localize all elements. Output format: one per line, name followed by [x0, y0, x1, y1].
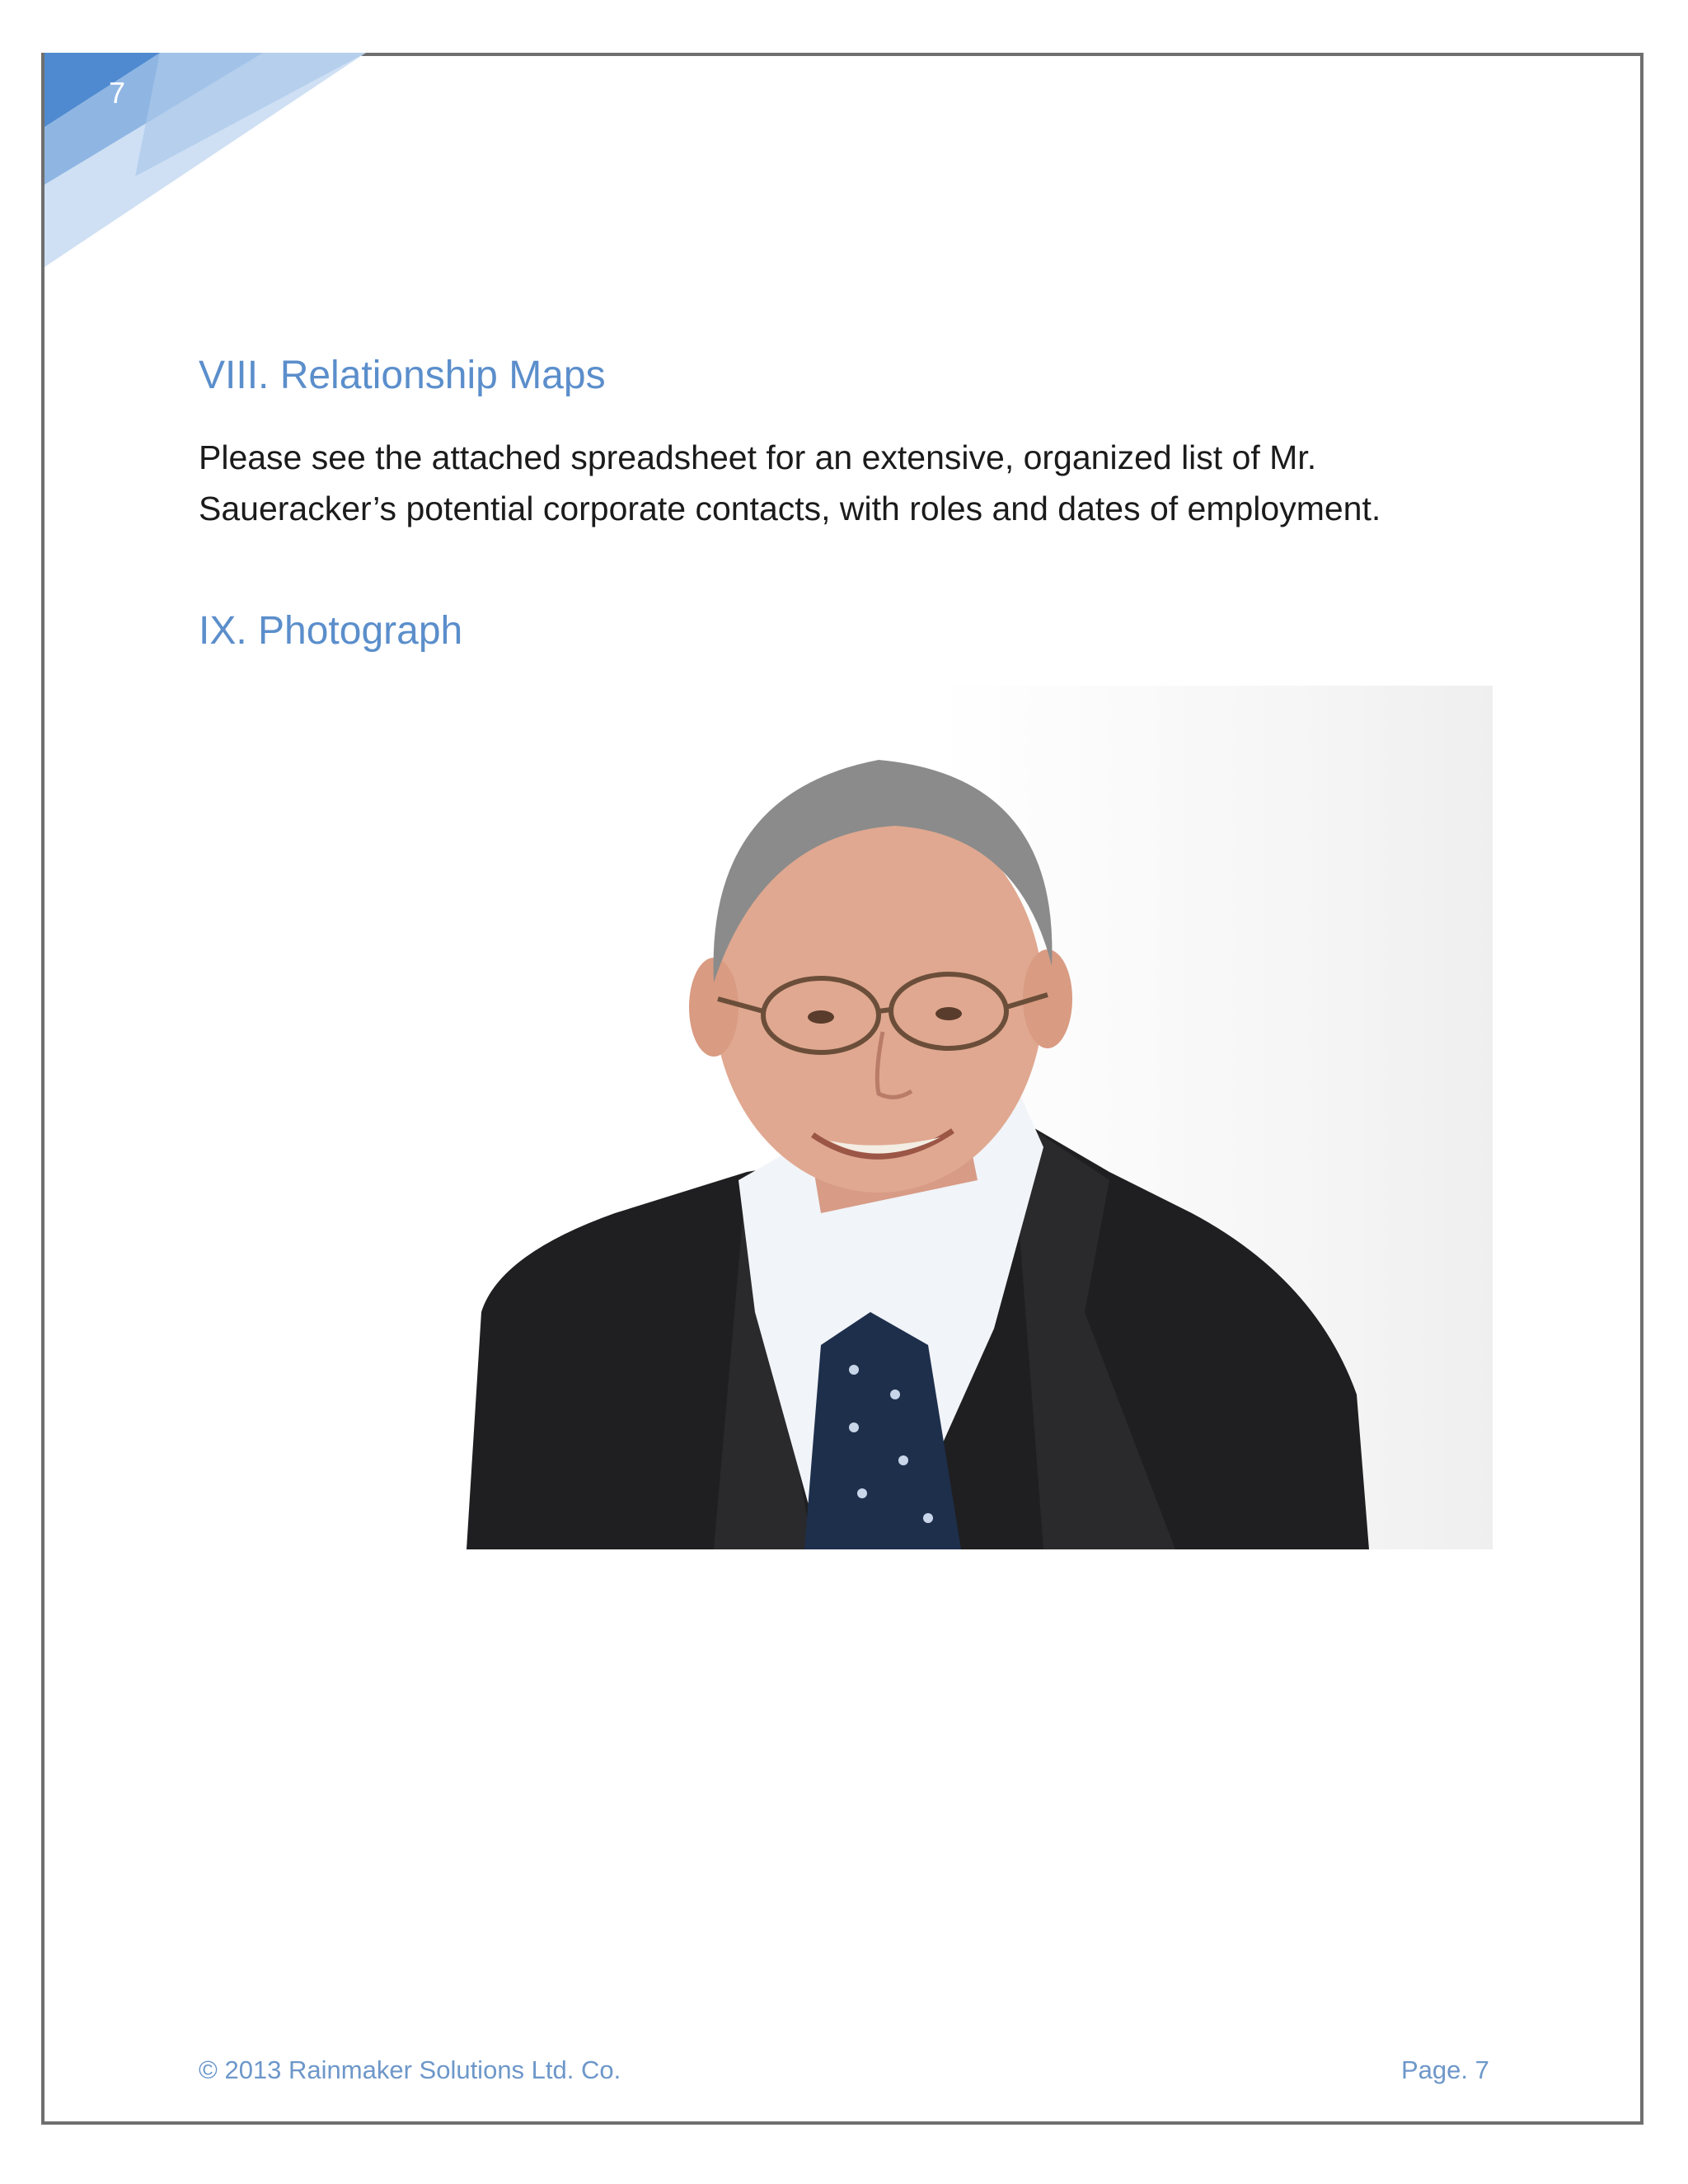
section-heading-photograph: IX. Photograph: [199, 609, 463, 653]
relationship-maps-paragraph: [199, 432, 1517, 534]
section-heading-relationship-maps: VIII. Relationship Maps: [199, 354, 606, 397]
corner-page-number: 7: [109, 76, 126, 110]
footer-copyright: © 2013 Rainmaker Solutions Ltd. Co.: [199, 2055, 621, 2084]
corner-decoration: [45, 53, 391, 275]
portrait-illustration: [467, 686, 1493, 1549]
portrait-photo: [467, 686, 1493, 1549]
paragraph-line: Saueracker’s potential corporate contacts, with roles and dates of employment.: [199, 490, 1381, 527]
paragraph-line: Please see the attached spreadsheet for an extensive, organized list of Mr.: [199, 438, 1317, 476]
footer-page-label: Page. 7: [1401, 2055, 1489, 2084]
